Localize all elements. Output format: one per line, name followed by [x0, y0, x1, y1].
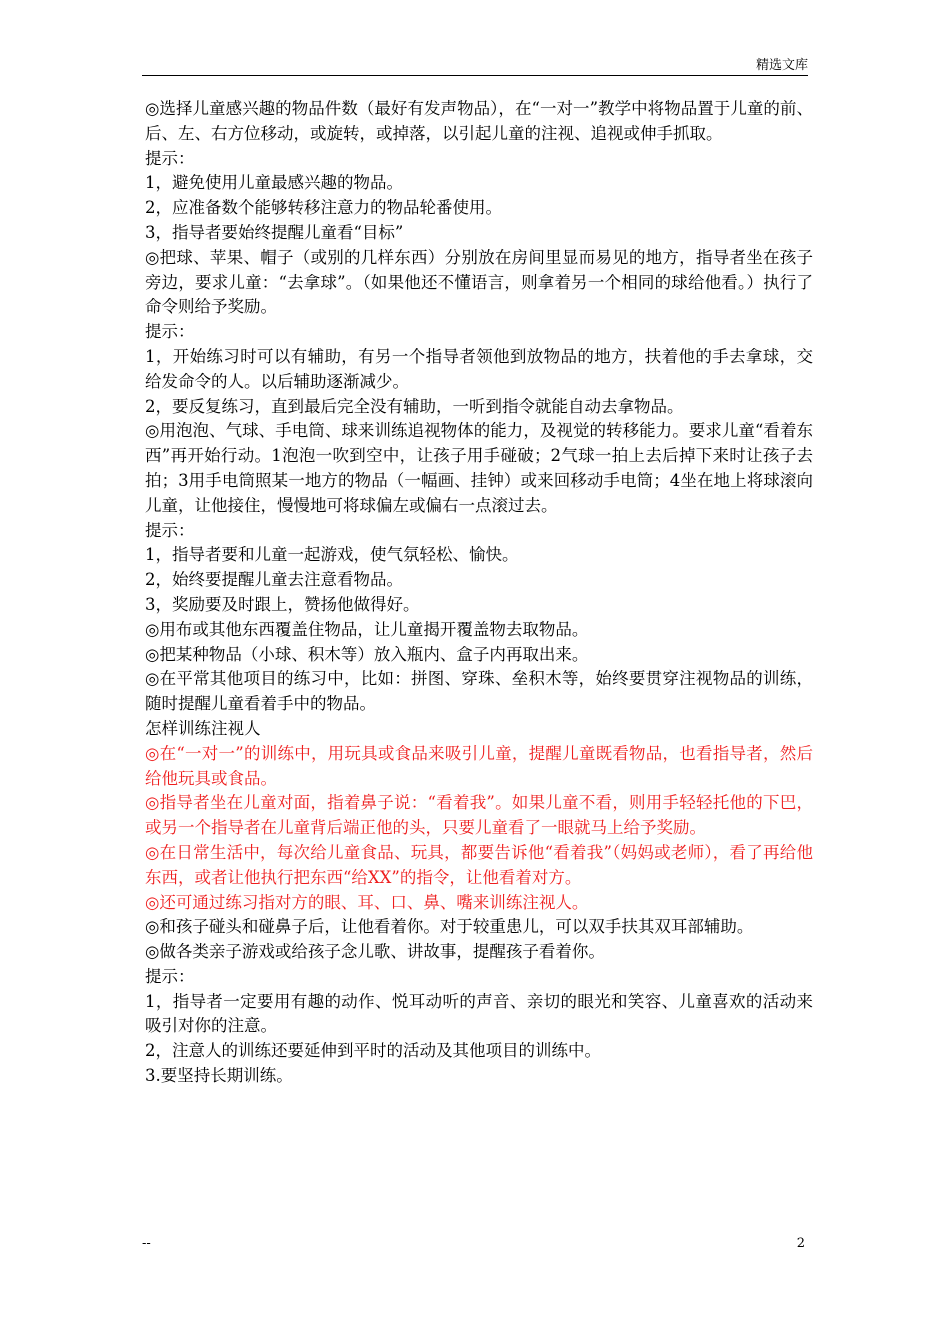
paragraph: ◎在日常生活中，每次给儿童食品、玩具，都要告诉他“看着我”（妈妈或老师），看了再给他东西，或者让他执行把东西“给XX”的指令，让他看着对方。 [145, 842, 813, 887]
paragraph: ◎把某种物品（小球、积木等）放入瓶内、盒子内再取出来。 [145, 644, 589, 664]
page-number: 2 [796, 1236, 805, 1251]
section-heading: 怎样训练注视人 [145, 718, 261, 738]
header-rule [142, 75, 808, 76]
paragraph: 2，始终要提醒儿童去注意看物品。 [145, 570, 403, 590]
paragraph: 2，要反复练习，直到最后完全没有辅助，一听到指令就能自动去拿物品。 [145, 396, 684, 416]
paragraph: ◎在“一对一”的训练中，用玩具或食品来吸引儿童，提醒儿童既看物品，也看指导者，然后给他玩具或食品。 [145, 743, 813, 788]
header-label: 精选文库 [755, 58, 808, 73]
paragraph: 2，注意人的训练还要延伸到平时的活动及其他项目的训练中。 [145, 1041, 601, 1061]
paragraph: 提示： [145, 148, 195, 168]
paragraph: 提示： [145, 966, 195, 986]
paragraph: ◎做各类亲子游戏或给孩子念儿歌、讲故事，提醒孩子看着你。 [145, 942, 605, 962]
paragraph: 3，奖励要及时跟上，赞扬他做得好。 [145, 594, 420, 614]
paragraph: 3，指导者要始终提醒儿童看“目标” [145, 222, 404, 242]
paragraph: ◎还可通过练习指对方的眼、耳、口、鼻、嘴来训练注视人。 [145, 892, 589, 912]
paragraph: ◎用布或其他东西覆盖住物品，让儿童揭开覆盖物去取物品。 [145, 619, 589, 639]
paragraph: ◎和孩子碰头和碰鼻子后，让他看着你。对于较重患儿，可以双手扶其双耳部辅助。 [145, 917, 754, 937]
paragraph: 1，开始练习时可以有辅助，有另一个指导者领他到放物品的地方，扶着他的手去拿球，交给发命令的人。以后辅助逐渐减少。 [145, 346, 813, 391]
paragraph: 提示： [145, 322, 195, 342]
paragraph: ◎在平常其他项目的练习中，比如：拼图、穿珠、垒积木等，始终要贯穿注视物品的训练，随时提醒儿童看着手中的物品。 [145, 669, 813, 714]
footer-dashes: -- [142, 1236, 151, 1251]
paragraph: 1，避免使用儿童最感兴趣的物品。 [145, 173, 403, 193]
document-body [145, 97, 813, 1089]
paragraph: ◎指导者坐在儿童对面，指着鼻子说：“看着我”。如果儿童不看，则用手轻轻托他的下巴，或另一个指导者在儿童背后端正他的头，只要儿童看了一眼就马上给予奖励。 [145, 793, 813, 838]
paragraph: 3.要坚持长期训练。 [145, 1066, 293, 1086]
paragraph: 1，指导者一定要用有趣的动作、悦耳动听的声音、亲切的眼光和笑容、儿童喜欢的活动来吸引对你的注意。 [145, 991, 813, 1036]
paragraph: ◎用泡泡、气球、手电筒、球来训练追视物体的能力，及视觉的转移能力。要求儿童“看着东西”再开始行动。1泡泡一吹到空中，让孩子用手碰破；2气球一拍上去后掉下来时让孩子去拍；3用手电筒照某一地方的物品（一幅画、挂钟）或来回移动手电筒；4坐在地上将球滚向儿童，让他接住，慢慢地可将球偏左或偏右一点滚过去。 [145, 421, 813, 515]
paragraph: 提示： [145, 520, 195, 540]
paragraph: 1，指导者要和儿童一起游戏，使气氛轻松、愉快。 [145, 545, 519, 565]
paragraph: ◎选择儿童感兴趣的物品件数（最好有发声物品），在“一对一”教学中将物品置于儿童的前、后、左、右方位移动，或旋转，或掉落，以引起儿童的注视、追视或伸手抓取。 [145, 99, 813, 143]
paragraph: ◎把球、苹果、帽子（或别的几样东西）分别放在房间里显而易见的地方，指导者坐在孩子旁边，要求儿童：“去拿球”。（如果他还不懂语言，则拿着另一个相同的球给他看。）执行了命令则给予奖励。 [145, 247, 813, 317]
paragraph: 2，应准备数个能够转移注意力的物品轮番使用。 [145, 198, 502, 218]
